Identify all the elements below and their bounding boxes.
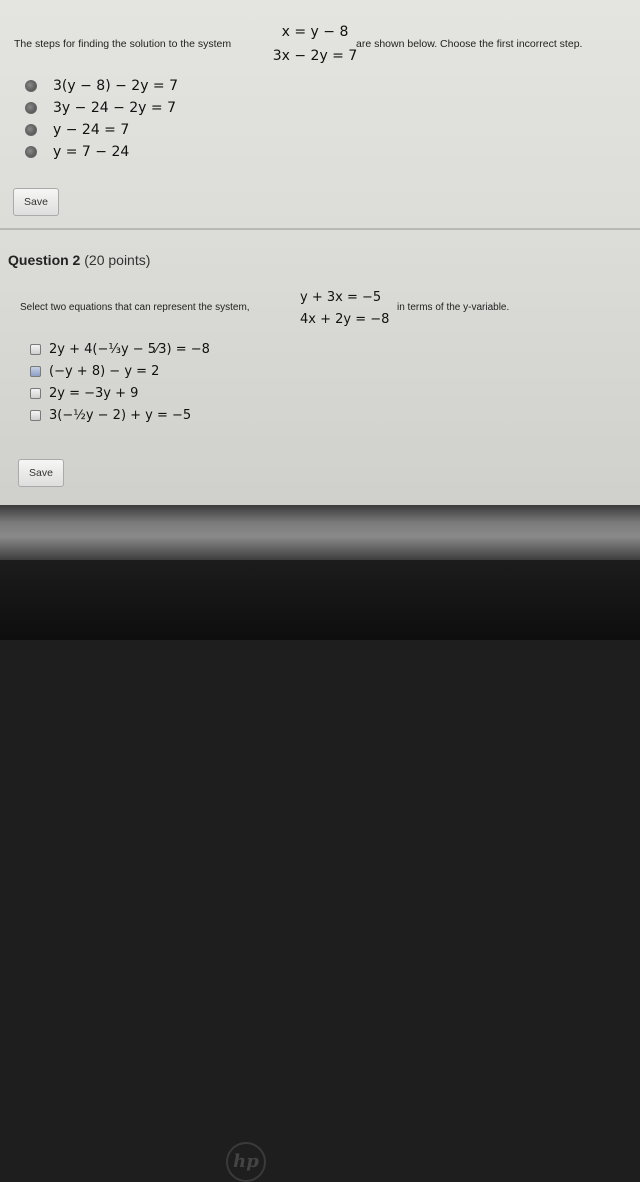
q2-prompt-after: in terms of the y-variable. [397, 302, 510, 313]
checkbox[interactable] [30, 344, 41, 355]
q1-option-1[interactable] [25, 75, 178, 97]
q2-prompt-before: Select two equations that can represent the system, [20, 302, 250, 313]
q2-save-button[interactable]: Save [18, 459, 64, 487]
q1-option-label: 3(y − 8) − 2y = 7 [53, 78, 179, 94]
q1-prompt-after: are shown below. Choose the first incorrect step. [356, 38, 583, 50]
q2-option-3[interactable] [30, 382, 210, 404]
q1-system-of-equations [270, 20, 360, 68]
q2-system-of-equations [300, 287, 400, 331]
q2-points: (20 points) [84, 252, 151, 268]
q1-save-button[interactable]: Save [13, 188, 59, 216]
q1-system-eq-1: x = y − 8 [281, 24, 349, 40]
q1-option-label: 3y − 24 − 2y = 7 [53, 100, 176, 116]
q2-title: Question 2 [8, 252, 81, 268]
q1-system-eq-2: 3x − 2y = 7 [272, 48, 358, 64]
radio-button[interactable] [25, 146, 37, 158]
q1-prompt-before: The steps for finding the solution to the system [14, 38, 232, 50]
radio-button[interactable] [25, 80, 37, 92]
q2-heading [8, 252, 150, 268]
checkbox[interactable] [30, 410, 41, 421]
q2-option-label: (−y + 8) − y = 2 [49, 363, 160, 379]
q2-system-eq-1: y + 3x = −5 [300, 290, 382, 305]
q2-option-label: 2y = −3y + 9 [49, 385, 139, 401]
q1-option-2[interactable] [25, 97, 178, 119]
q2-option-label: 2y + 4(−⅓y − 5⁄3) = −8 [49, 341, 210, 357]
hp-logo: hp [226, 1142, 266, 1182]
laptop-bezel [0, 560, 640, 1172]
section-divider [0, 228, 640, 230]
checkbox[interactable] [30, 366, 41, 377]
q2-system-eq-2: 4x + 2y = −8 [300, 312, 390, 327]
q1-option-3[interactable] [25, 119, 178, 141]
radio-button[interactable] [25, 102, 37, 114]
checkbox[interactable] [30, 388, 41, 399]
q1-option-4[interactable] [25, 141, 178, 163]
q1-options [25, 75, 178, 163]
q1-option-label: y = 7 − 24 [53, 144, 130, 160]
q2-option-1[interactable] [30, 338, 210, 360]
q2-options [30, 338, 210, 426]
q2-option-4[interactable] [30, 404, 210, 426]
q2-option-label: 3(−½y − 2) + y = −5 [49, 407, 192, 423]
browser-screen [0, 0, 640, 518]
q2-option-2[interactable] [30, 360, 210, 382]
q1-option-label: y − 24 = 7 [53, 122, 130, 138]
radio-button[interactable] [25, 124, 37, 136]
